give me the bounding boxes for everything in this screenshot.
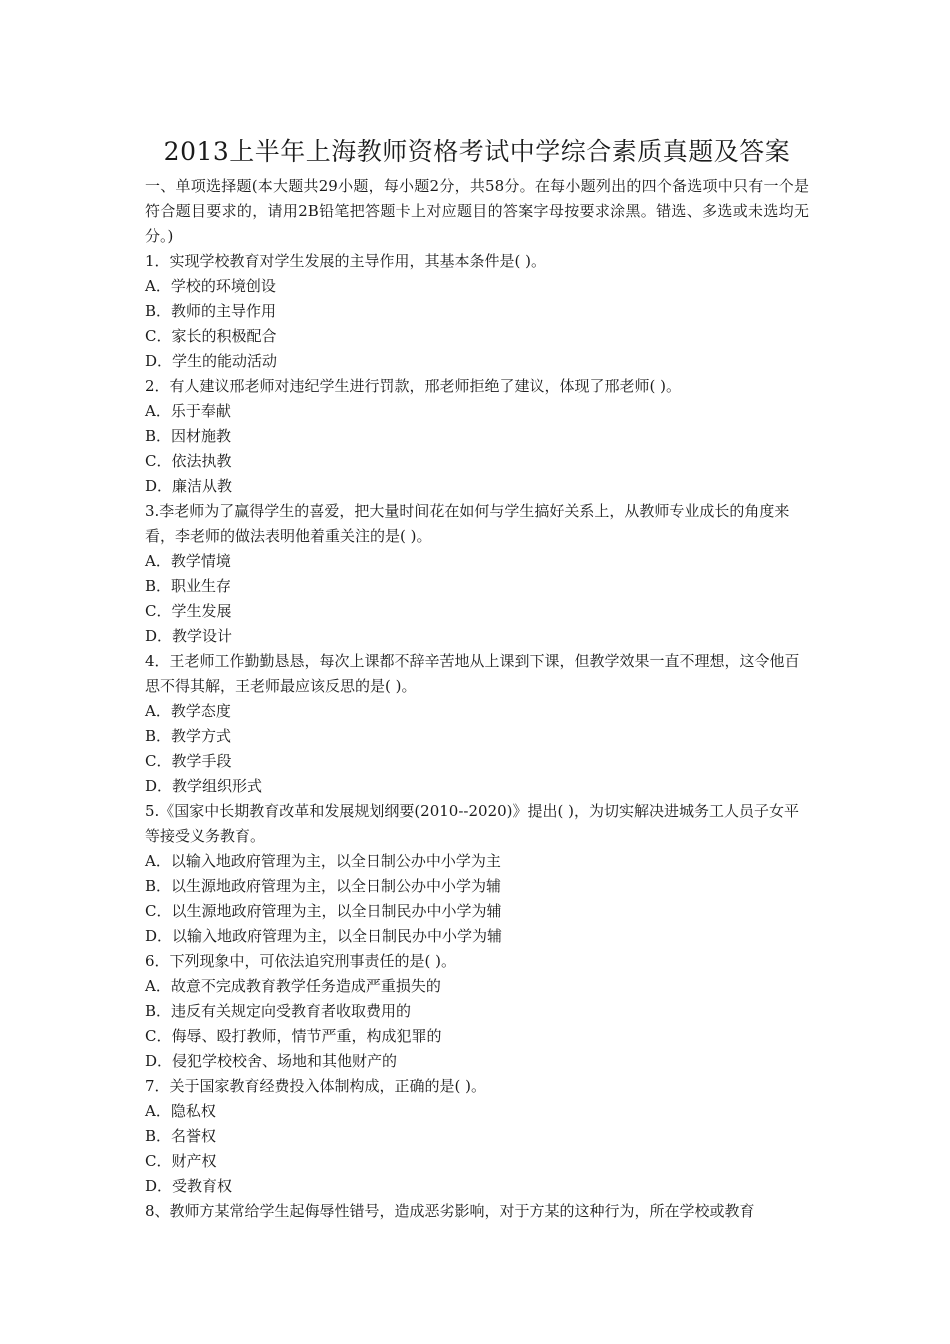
answer-option: B．名誉权 <box>145 1127 217 1145</box>
answer-option: B．职业生存 <box>145 577 232 595</box>
question-stem: 8、教师方某常给学生起侮辱性错号，造成恶劣影响，对于方某的这种行为，所在学校或教育 <box>145 1202 755 1220</box>
answer-option: D．以输入地政府管理为主，以全日制民办中小学为辅 <box>145 927 503 945</box>
question-block <box>145 249 809 374</box>
document-page <box>145 136 809 1224</box>
answer-option: A．学校的环境创设 <box>145 277 276 295</box>
answer-option: A．教学情境 <box>145 552 231 570</box>
question-stem: 4．王老师工作勤勤恳恳，每次上课都不辞辛苦地从上课到下课，但教学效果一直不理想，这令他百思不得其解，王老师最应该反思的是( )。 <box>145 652 800 695</box>
answer-option: C．侮辱、殴打教师，情节严重，构成犯罪的 <box>145 1027 442 1045</box>
answer-option: B．教师的主导作用 <box>145 302 277 320</box>
answer-option: D．受教育权 <box>145 1177 233 1195</box>
answer-option: B．教学方式 <box>145 727 232 745</box>
question-stem: 1．实现学校教育对学生发展的主导作用，其基本条件是( )。 <box>145 252 547 270</box>
answer-option: D．廉洁从教 <box>145 477 233 495</box>
answer-option: C．家长的积极配合 <box>145 327 277 345</box>
answer-option: D．教学组织形式 <box>145 777 263 795</box>
question-list <box>145 249 809 1224</box>
answer-option: C．财产权 <box>145 1152 217 1170</box>
section-intro: 一、单项选择题(本大题共29小题，每小题2分，共58分。在每小题列出的四个备选项中只有一个是符合题目要求的，请用2B铅笔把答题卡上对应题目的答案字母按要求涂黑。错选、多选或未选均无分。) <box>145 177 809 245</box>
question-stem: 7．关于国家教育经费投入体制构成，正确的是( )。 <box>145 1077 487 1095</box>
answer-option: A．隐私权 <box>145 1102 216 1120</box>
question-block <box>145 499 809 649</box>
answer-option: A．故意不完成教育教学任务造成严重损失的 <box>145 977 441 995</box>
answer-option: D．教学设计 <box>145 627 233 645</box>
answer-option: A．以输入地政府管理为主，以全日制公办中小学为主 <box>145 852 501 870</box>
answer-option: B．违反有关规定向受教育者收取费用的 <box>145 1002 412 1020</box>
question-stem: 6．下列现象中，可依法追究刑事责任的是( )。 <box>145 952 457 970</box>
question-stem: 3.李老师为了赢得学生的喜爱，把大量时间花在如何与学生搞好关系上，从教师专业成长的角度来看，李老师的做法表明他着重关注的是( )。 <box>145 502 790 545</box>
question-stem: 5.《国家中长期教育改革和发展规划纲要(2010--2020)》提出( )，为切实解决进城务工人员子女平等接受义务教育。 <box>145 802 799 845</box>
page-title: 2013上半年上海教师资格考试中学综合素质真题及答案 <box>163 137 791 166</box>
answer-option: B．因材施教 <box>145 427 232 445</box>
answer-option: D．侵犯学校校舍、场地和其他财产的 <box>145 1052 398 1070</box>
answer-option: B．以生源地政府管理为主，以全日制公办中小学为辅 <box>145 877 502 895</box>
question-block <box>145 649 809 799</box>
answer-option: A．教学态度 <box>145 702 231 720</box>
answer-option: C．教学手段 <box>145 752 232 770</box>
answer-option: C．以生源地政府管理为主，以全日制民办中小学为辅 <box>145 902 502 920</box>
question-block <box>145 799 809 949</box>
question-block <box>145 1074 809 1199</box>
answer-option: C．依法执教 <box>145 452 232 470</box>
answer-option: A．乐于奉献 <box>145 402 231 420</box>
question-block <box>145 374 809 499</box>
question-block <box>145 1199 809 1224</box>
question-block <box>145 949 809 1074</box>
answer-option: C．学生发展 <box>145 602 232 620</box>
answer-option: D．学生的能动活动 <box>145 352 278 370</box>
question-stem: 2．有人建议邢老师对违纪学生进行罚款，邢老师拒绝了建议，体现了邢老师( )。 <box>145 377 682 395</box>
